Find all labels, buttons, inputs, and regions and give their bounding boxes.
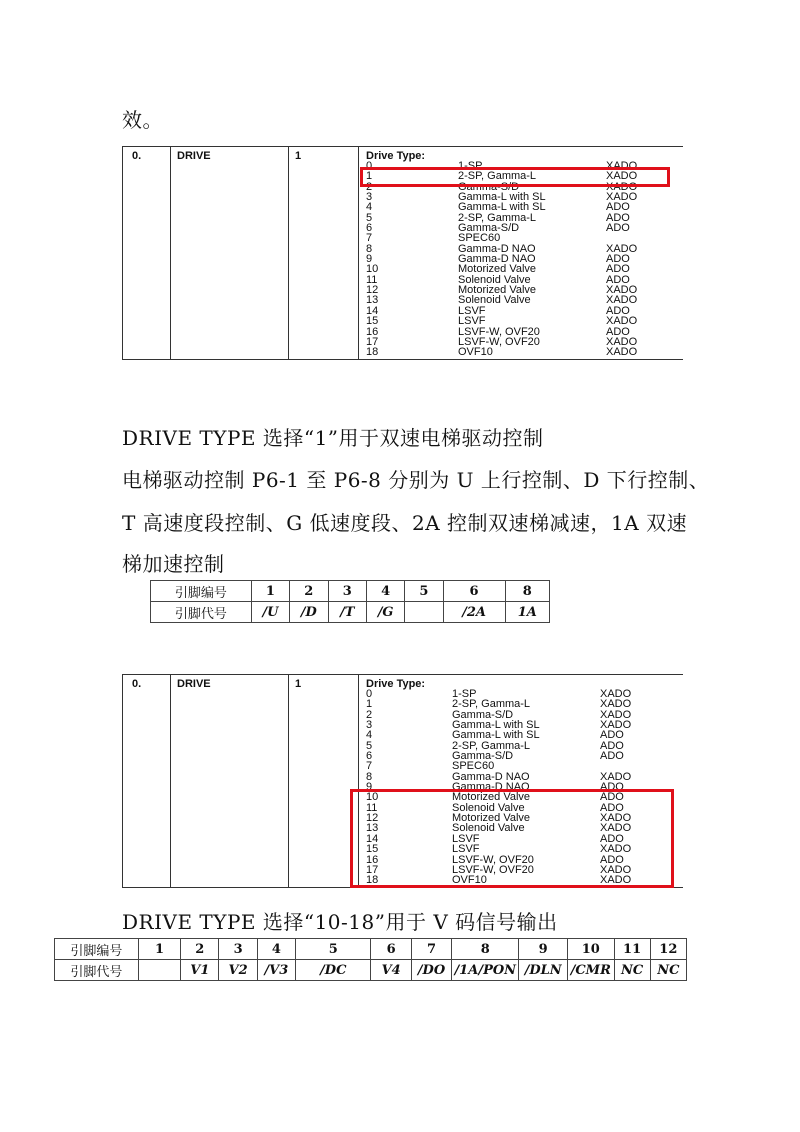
pin-table-2: [54, 938, 687, 981]
drive-type-mode: ADO: [606, 304, 630, 317]
drive-type-number: 11: [366, 273, 378, 286]
pin-number: 11: [614, 939, 650, 960]
pin-number: 4: [257, 939, 295, 960]
param-default: 1: [295, 678, 302, 690]
drive-type-type: 2-SP, Gamma-L: [458, 211, 537, 224]
drive-type-mode: ADO: [600, 739, 624, 752]
drive-type-number: 14: [366, 304, 379, 317]
drive-type-mode: ADO: [600, 853, 624, 866]
drive-type-number: 2: [366, 708, 373, 721]
drive-type-mode: ADO: [606, 273, 630, 286]
pin-code: [138, 960, 180, 981]
pin-number-row: [151, 581, 550, 602]
drive-type-type: OVF10: [452, 874, 487, 887]
pin-code: /U: [251, 602, 289, 623]
drive-type-mode: XADO: [600, 874, 632, 887]
highlight-box: [360, 167, 670, 187]
drive-type-mode: XADO: [600, 812, 632, 825]
pin-number: 5: [405, 581, 443, 602]
drive-type-mode: ADO: [600, 729, 624, 742]
pin-number: 1: [138, 939, 180, 960]
row-label: 引脚编号: [151, 581, 252, 602]
drive-type-number: 18: [366, 346, 379, 359]
drive-type-number: 12: [366, 812, 379, 825]
drive-type-number: 7: [366, 232, 373, 245]
drive-type-number: 12: [366, 284, 379, 297]
drive-type-mode: ADO: [600, 801, 624, 814]
pin-number: 6: [371, 939, 411, 960]
drive-type-number: 4: [366, 729, 373, 742]
drive-type-type: LSVF-W, OVF20: [458, 325, 540, 338]
drive-type-mode: ADO: [606, 211, 630, 224]
drive-type-type: OVF10: [458, 346, 493, 359]
drive-type-number: 3: [366, 719, 373, 732]
drive-type-number: 17: [366, 335, 379, 348]
pin-number: 12: [650, 939, 686, 960]
drive-type-mode: XADO: [606, 170, 638, 183]
pin-code: /DO: [411, 960, 451, 981]
drive-type-type: Gamma-S/D: [452, 750, 514, 763]
drive-type-type: 2-SP, Gamma-L: [458, 170, 537, 183]
drive-type-number: 8: [366, 242, 373, 255]
drive-type-mode: ADO: [606, 325, 630, 338]
drive-type-mode: ADO: [600, 832, 624, 845]
pin-code: 1A: [505, 602, 549, 623]
drive-type-mode: XADO: [600, 863, 632, 876]
drive-type-type: Gamma-L with SL: [458, 201, 546, 214]
drive-type-type: LSVF: [452, 832, 480, 845]
pin-code: [405, 602, 443, 623]
pin-code: V1: [181, 960, 219, 981]
drive-type-mode: XADO: [600, 708, 632, 721]
pin-code: NC: [614, 960, 650, 981]
pin-number: 7: [411, 939, 451, 960]
drive-type-type: Motorized Valve: [452, 812, 531, 825]
drive-type-number: 0: [366, 688, 373, 700]
drive-type-mode: ADO: [600, 781, 624, 794]
drive-type-number: 16: [366, 325, 379, 338]
paragraph-line: T 高速度段控制、G 低速度段、2A 控制双速梯减速，1A 双速: [122, 511, 688, 535]
pin-code: NC: [650, 960, 686, 981]
pin-number: 9: [519, 939, 568, 960]
drive-type-mode: ADO: [606, 253, 630, 266]
drive-type-type: LSVF-W, OVF20: [458, 335, 540, 348]
drive-type-mode: XADO: [606, 191, 638, 204]
drive-type-type: Gamma-D NAO: [452, 781, 530, 794]
drive-type-type: LSVF: [452, 843, 480, 856]
drive-type-number: 10: [366, 791, 379, 804]
drive-type-type: SPEC60: [458, 232, 501, 245]
drive-type-number: 6: [366, 222, 373, 235]
drive-type-number: 1: [366, 698, 373, 711]
drive-type-number: 16: [366, 853, 379, 866]
pin-code: V4: [371, 960, 411, 981]
pin-number: 6: [443, 581, 505, 602]
drive-type-type: Motorized Valve: [458, 263, 537, 276]
drive-type-type: LSVF-W, OVF20: [452, 853, 534, 866]
drive-type-mode: XADO: [600, 698, 632, 711]
drive-type-number: 18: [366, 874, 379, 887]
drive-type-number: 13: [366, 294, 379, 307]
drive-type-type: SPEC60: [452, 760, 495, 773]
drive-type-number: 14: [366, 832, 379, 845]
pin-number: 1: [251, 581, 289, 602]
pin-number: 3: [328, 581, 366, 602]
pin-number: 3: [219, 939, 257, 960]
drive-type-type: Gamma-S/D: [458, 180, 520, 193]
pin-code: /V3: [257, 960, 295, 981]
drive-type-mode: ADO: [600, 791, 624, 804]
drive-type-mode: XADO: [606, 160, 638, 172]
drive-type-mode: XADO: [606, 284, 638, 297]
drive-type-number: 15: [366, 843, 379, 856]
drive-type-mode: XADO: [600, 719, 632, 732]
pin-code: /DLN: [519, 960, 568, 981]
drive-type-number: 10: [366, 263, 379, 276]
drive-type-mode: XADO: [600, 822, 632, 835]
drive-type-type: Gamma-D NAO: [458, 253, 536, 266]
pin-code: /DC: [295, 960, 371, 981]
pin-number: 2: [290, 581, 328, 602]
drive-type-mode: XADO: [600, 688, 632, 700]
drive-type-number: 17: [366, 863, 379, 876]
pin-code-row: [151, 602, 550, 623]
pin-number: 5: [295, 939, 371, 960]
drive-type-number: 9: [366, 253, 373, 266]
drive-type-row: [366, 347, 676, 357]
drive-type-type: Gamma-S/D: [452, 708, 514, 721]
drive-type-mode: XADO: [606, 242, 638, 255]
drive-type-number: 13: [366, 822, 379, 835]
drive-type-type: Gamma-D NAO: [452, 770, 530, 783]
drive-type-number: 9: [366, 781, 373, 794]
pin-number: 8: [505, 581, 549, 602]
drive-type-type: 2-SP, Gamma-L: [452, 698, 531, 711]
drive-type-number: 3: [366, 191, 373, 204]
drive-type-type: Solenoid Valve: [452, 801, 525, 814]
pin-code: /G: [366, 602, 404, 623]
continued-text: 效。: [122, 108, 163, 132]
drive-type-type: 2-SP, Gamma-L: [452, 739, 531, 752]
drive-type-mode: XADO: [606, 346, 638, 359]
drive-type-mode: XADO: [606, 335, 638, 348]
drive-type-type: Gamma-S/D: [458, 222, 520, 235]
pin-number-row: [55, 939, 687, 960]
drive-type-type: Motorized Valve: [458, 284, 537, 297]
drive-type-type: LSVF: [458, 315, 486, 328]
pin-number: 10: [567, 939, 614, 960]
drive-type-header: Drive Type:: [366, 150, 426, 162]
drive-type-mode: XADO: [606, 315, 638, 328]
drive-type-number: 5: [366, 211, 373, 224]
drive-type-mode: XADO: [606, 180, 638, 193]
drive-type-number: 5: [366, 739, 373, 752]
paragraph-line: 电梯驱动控制 P6-1 至 P6-8 分别为 U 上行控制、D 下行控制、: [122, 468, 710, 492]
drive-type-number: 4: [366, 201, 373, 214]
pin-number: 4: [366, 581, 404, 602]
drive-type-type: Solenoid Valve: [458, 273, 531, 286]
drive-type-header: Drive Type:: [366, 678, 426, 690]
paragraph-drive-type-10-18: DRIVE TYPE 选择“10-18”用于 V 码信号输出: [122, 910, 558, 934]
drive-type-type: Gamma-L with SL: [458, 191, 546, 204]
drive-type-mode: ADO: [600, 750, 624, 763]
row-label: 引脚代号: [151, 602, 252, 623]
param-default: 1: [295, 150, 302, 162]
pin-code-row: [55, 960, 687, 981]
drive-type-number: 15: [366, 315, 379, 328]
param-name: DRIVE: [177, 150, 211, 162]
drive-type-number: 11: [366, 801, 378, 814]
drive-type-mode: XADO: [606, 294, 638, 307]
pin-code: V2: [219, 960, 257, 981]
drive-type-number: 2: [366, 180, 373, 193]
pin-number: 2: [181, 939, 219, 960]
drive-type-number: 7: [366, 760, 373, 773]
drive-type-row: [366, 316, 676, 326]
pin-code: /D: [290, 602, 328, 623]
drive-type-mode: ADO: [606, 263, 630, 276]
drive-type-number: 0: [366, 160, 373, 172]
drive-type-row: [366, 223, 676, 233]
drive-type-mode: ADO: [606, 222, 630, 235]
drive-type-type: 1-SP: [452, 688, 477, 700]
drive-type-type: Solenoid Valve: [452, 822, 525, 835]
drive-type-type: Motorized Valve: [452, 791, 531, 804]
drive-type-row: [366, 741, 676, 751]
drive-type-row: [366, 751, 676, 761]
drive-type-mode: XADO: [600, 770, 632, 783]
drive-type-type: Gamma-D NAO: [458, 242, 536, 255]
drive-type-mode: XADO: [600, 843, 632, 856]
row-label: 引脚编号: [55, 939, 139, 960]
param-id: 0.: [132, 150, 142, 162]
drive-type-type: LSVF: [458, 304, 486, 317]
drive-type-type: Solenoid Valve: [458, 294, 531, 307]
paragraph-line: 梯加速控制: [122, 552, 225, 576]
pin-code: /2A: [443, 602, 505, 623]
pin-table-1: [150, 580, 550, 623]
drive-type-mode: ADO: [606, 201, 630, 214]
drive-type-type: Gamma-L with SL: [452, 729, 540, 742]
drive-type-type: Gamma-L with SL: [452, 719, 540, 732]
drive-type-number: 1: [366, 170, 373, 183]
drive-type-list: [366, 161, 676, 358]
pin-number: 8: [452, 939, 519, 960]
drive-type-number: 8: [366, 770, 373, 783]
param-name: DRIVE: [177, 678, 211, 690]
drive-type-type: LSVF-W, OVF20: [452, 863, 534, 876]
row-label: 引脚代号: [55, 960, 139, 981]
highlight-box: [350, 789, 674, 888]
pin-code: /1A/PON: [452, 960, 519, 981]
drive-type-type: 1-SP: [458, 160, 483, 172]
pin-code: /CMR: [567, 960, 614, 981]
drive-type-number: 6: [366, 750, 373, 763]
pin-code: /T: [328, 602, 366, 623]
paragraph-drive-type-1: DRIVE TYPE 选择“1”用于双速电梯驱动控制: [122, 426, 544, 450]
param-id: 0.: [132, 678, 142, 690]
